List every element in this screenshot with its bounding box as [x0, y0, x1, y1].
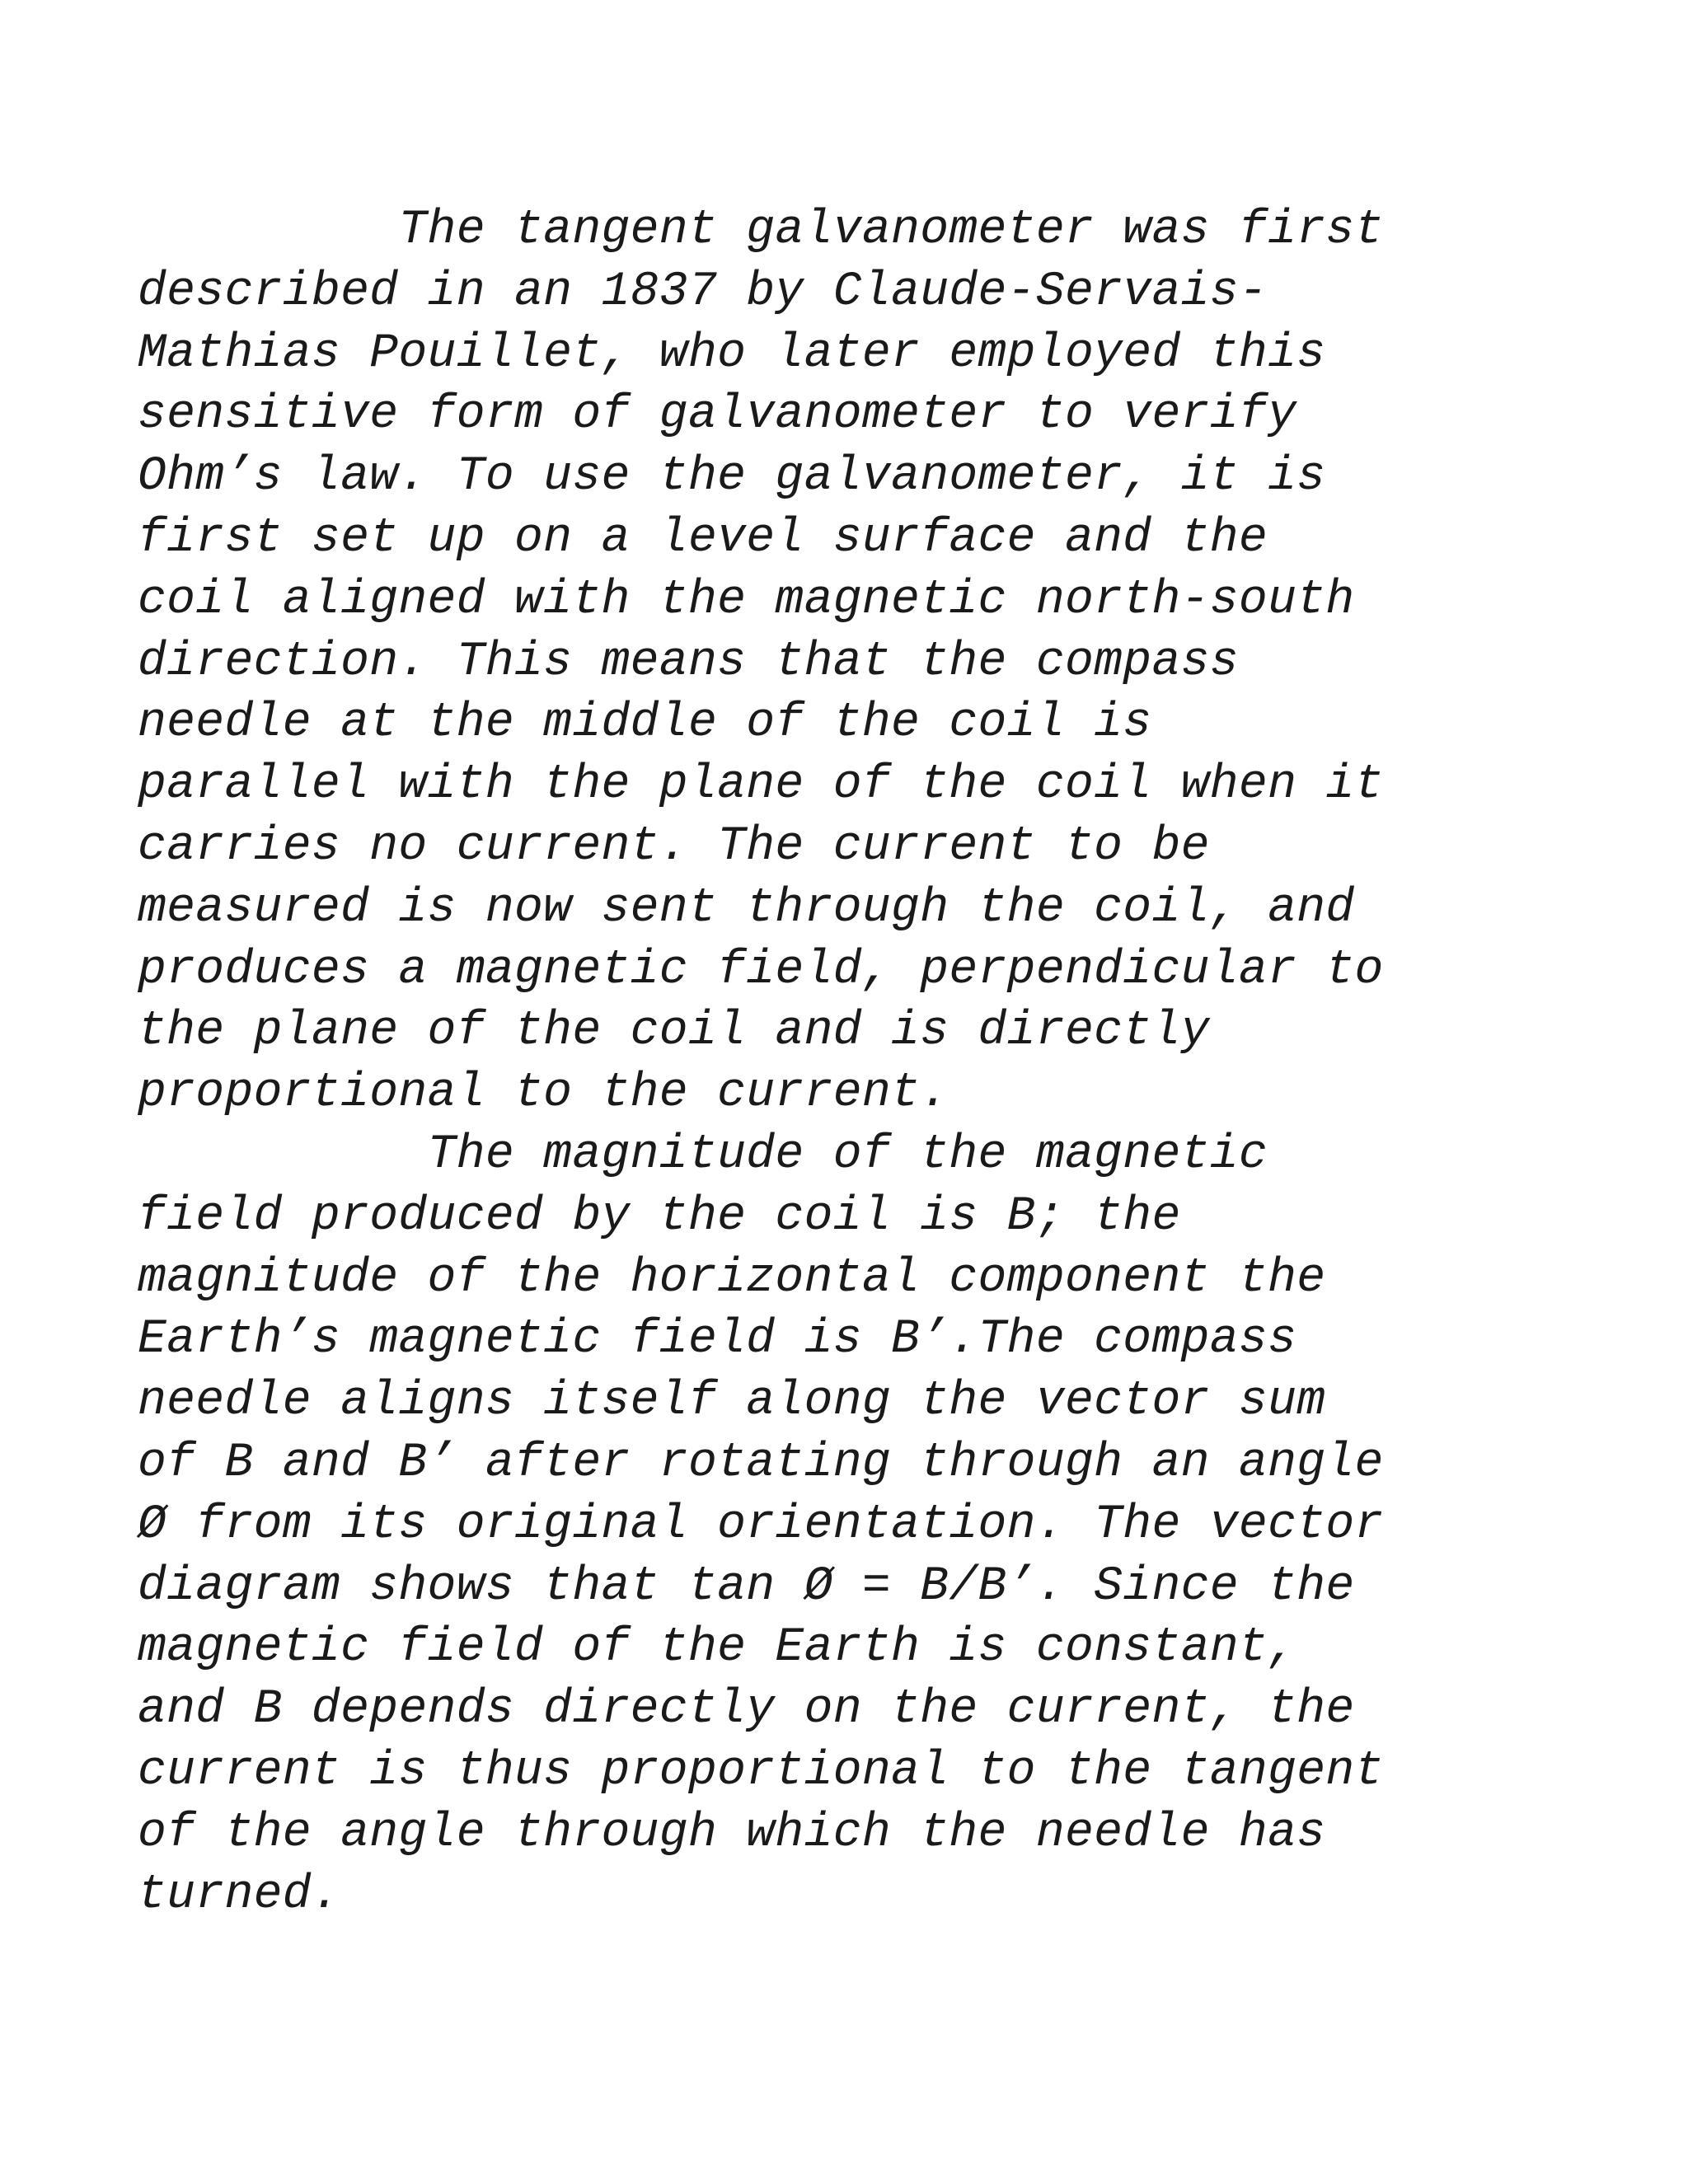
text-line: The magnitude of the magnetic — [138, 1127, 1268, 1182]
text-line: produces a magnetic field, perpendicular to — [138, 943, 1384, 997]
text-line: diagram shows that tan Ø = B/B’. Since the — [138, 1559, 1355, 1614]
text-line: Earth’s magnetic field is B’.The compass — [138, 1313, 1297, 1367]
text-line: Ø from its original orientation. The vector — [138, 1497, 1384, 1552]
text-line: the plane of the coil and is directly — [138, 1005, 1210, 1059]
text-line: needle aligns itself along the vector sum — [138, 1375, 1326, 1429]
text-line: field produced by the coil is B; the — [138, 1189, 1181, 1244]
text-line: The tangent galvanometer was first — [138, 204, 1384, 257]
body-text — [138, 200, 1572, 1926]
text-line: carries no current. The current to be — [138, 819, 1210, 874]
paragraph-2 — [138, 1125, 1572, 1926]
text-line: first set up on a level surface and the — [138, 511, 1268, 565]
text-line: of the angle through which the needle has — [138, 1806, 1326, 1860]
text-line: proportional to the current. — [138, 1066, 950, 1121]
text-line: magnetic field of the Earth is constant, — [138, 1621, 1297, 1675]
text-line: sensitive form of galvanometer to verify — [138, 388, 1297, 443]
text-line: and B depends directly on the current, the — [138, 1683, 1355, 1737]
text-line: Mathias Pouillet, who later employed this — [138, 326, 1326, 381]
text-line: of B and B’ after rotating through an angle — [138, 1436, 1384, 1490]
paragraph-1 — [138, 200, 1572, 1125]
text-line: measured is now sent through the coil, and — [138, 881, 1355, 935]
text-line: parallel with the plane of the coil when it — [138, 758, 1384, 813]
text-line: needle at the middle of the coil is — [138, 696, 1152, 751]
text-line: direction. This means that the compass — [138, 635, 1239, 689]
text-line: Ohm’s law. To use the galvanometer, it is — [138, 450, 1326, 504]
text-line: turned. — [138, 1868, 341, 1922]
text-line: current is thus proportional to the tangent — [138, 1744, 1384, 1798]
text-line: described in an 1837 by Claude-Servais- — [138, 265, 1268, 319]
text-line: magnitude of the horizontal component the — [138, 1251, 1326, 1305]
text-line: coil aligned with the magnetic north-south — [138, 573, 1355, 627]
